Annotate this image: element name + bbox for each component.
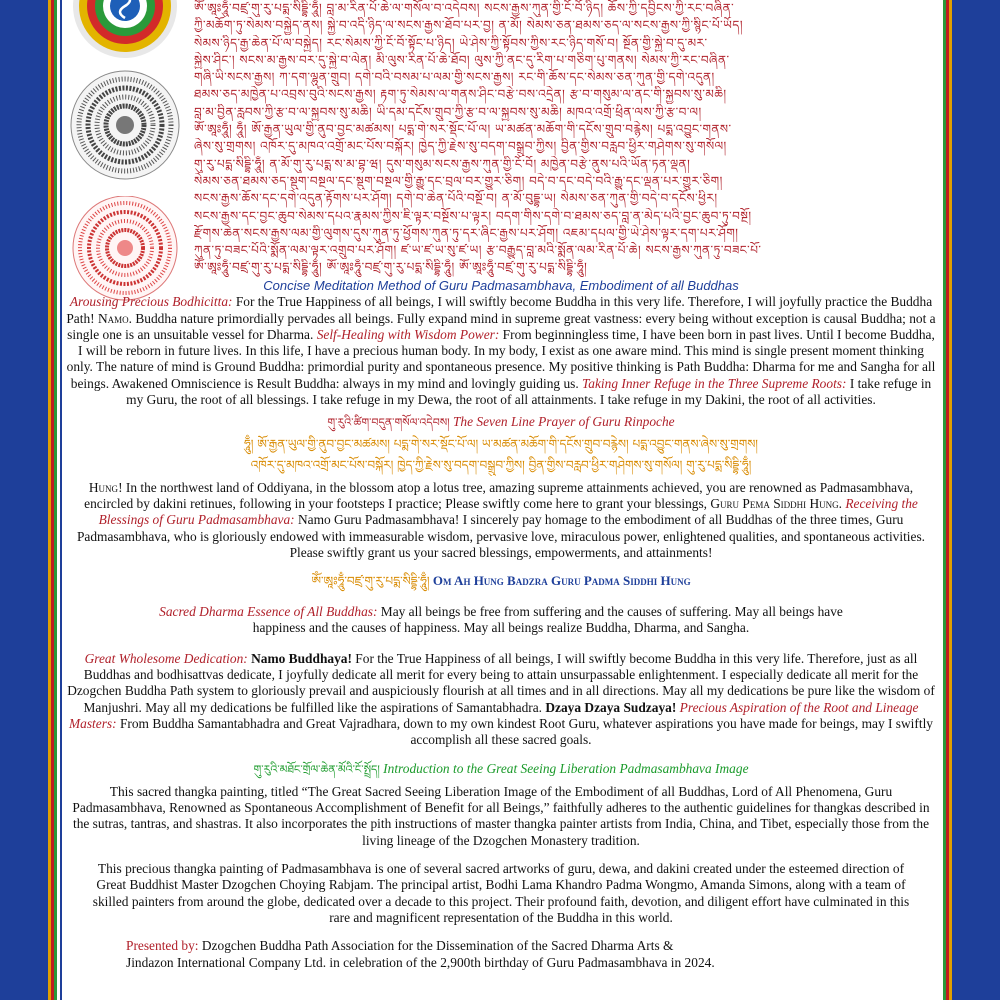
introduction-paragraph-1: This sacred thangka painting, titled “The Great Sacred Seeing Liberation Image of the Embodiment of all Buddhas, Lord of All Phenomena, Guru Padmasambhava, Renowned as Spontaneous Accomplishment of Benefit for all Beings,” faithfully adheres to the authentic guidelines for thangkas described in the sutras, tantras, and shastras. It also incorporates the pith instructions of master thangka painter artists from India, China, and Tibet, especially those from the living lineage of the Dzogchen Monastery tradition. [72,783,930,848]
self-healing-text: From beginningless time, I have been born in past lives. Until I become Buddha, I will be reborn in future lives. In this life, I have a precious human body. In my body, I exist as one aware mind. This mind is single present moment thinking only. The nature of mind is Ground Buddha: primordial purity and spontaneous presence. My positive thinking is Path Buddha: Dharma for me and Sangha for all beings. Awakened Omniscience is Result Buddha: always in my mind and lovingly guiding us. [66,326,936,391]
refuge-heading: Taking Inner Refuge in the Three Supreme Roots: [582,375,847,391]
prayer-translation: ! In the northwest land of Oddiyana, in the blossom atop a lotus tree, amazing supreme attainments achieved, you are renowned as Padmasambhava, encircled by dakini retinues, following in your footsteps I practice; Please swiftly come here to grant your blessings, [84,479,914,511]
tibetan-line: སྐྱེས་ཤིང་། སངས་མ་རྒྱས་བར་དུ་སྐྱེ་བ་ལེན། མི་ལུས་རིན་པོ་ཆེ་ཐོབ། ལུས་ཀྱི་ནང་དུ་རིག་པ་གཅིག་པུ་གནས། སེམས་ཀྱི་རང་བཞིན་ [194,52,730,67]
tibetan-line: སངས་རྒྱས་ཆོས་དང་དགེ་འདུན་རྟོགས་པར་ཤོག། དགེ་བ་ཆེན་པོའི་བསྔོ་བ། ན་མོ་བུདྡྷ་ཡ། སེམས་ཅན་ཀུན་གྱི་བདེ་བ་དངོས་ཕྱིར། [194,191,718,206]
dharma-essence-paragraph [62,604,940,637]
dzaya-sudzaya: Dzaya Dzaya Sudzaya! [545,699,677,715]
bodhicitta-text-1: For the True Happiness of all beings, I will swiftly become Buddha in this very life. Therefore, I will joyfully practice the Buddha Path! [66,294,933,326]
introduction-paragraph-2: This precious thangka painting of Padmasambhava is one of several sacred artworks of guru, dewa, and dakini created under the esteemed direction of Great Buddhist Master Dzogchen Choying Rabjam. The principal artist, Bodhi Lama Khandro Padma Wongmo, Amanda Simons, along with a team of skilled painters from around the globe, dedicated over a decade to this project. Their profound faith, devotion, and diligent effort have culminated in this rare and magnificent representation of the Buddha in this world. [92,861,910,925]
aspiration-heading: Precious Aspiration of the Root and Lineage Masters: [69,699,919,731]
emblem-column [70,0,180,311]
meditation-method-title [62,278,940,294]
aspiration-text: From Buddha Samantabhadra and Great Vajradhara, down to my own kindest Root Guru, whatever aspirations you have made for beings, may I swiftly accomplish all these sacred goals. [116,715,933,748]
black-mantra-wheel-icon [70,69,180,189]
tibetan-line: ཨོཾ་ཨཱཿཧཱུྃ་བཛྲ་གུ་རུ་པདྨ་སིདྡྷི་ཧཱུྃ། ཨོཾ་ཨཱཿཧཱུྃ་བཛྲ་གུ་རུ་པདྨ་སིདྡྷི་ཧཱུྃ། ཨོཾ་ཨཱཿཧཱུྃ་བཛྲ་གུ་རུ་པདྨ་སིདྡྷི་ཧཱུྃ། [194,260,588,275]
right-border-stripe-yellow [949,0,952,1000]
seven-line-prayer-title-tibetan: གུ་རུའི་ཚིག་བདུན་གསོལ་འདེབས། [327,416,450,430]
tibetan-line: ཞེས་སུ་གྲགས། འཁོར་དུ་མཁའ་འགྲོ་མང་པོས་བསྐོར། ཁྱེད་ཀྱི་རྗེས་སུ་བདག་བསྒྲུབ་ཀྱིས། བྱིན་གྱིས་བརླབ་ཕྱིར་གཤེགས་སུ་གསོལ། [194,139,727,154]
tibetan-line: བླ་མ་བྱིན་རླབས་ཀྱི་རྩ་བ་ལ་སྐྱབས་སུ་མཆི། ཡི་དམ་དངོས་གྲུབ་ཀྱི་རྩ་བ་ལ་སྐྱབས་སུ་མཆི། མཁའ་འགྲོ་ཕྲིན་ལས་ཀྱི་རྩ་བ་ལ། [194,104,702,119]
tibetan-line: སེམས་ཉིད་རྒྱ་ཆེན་པོ་ལ་བསྐྱེད། རང་སེམས་ཀྱི་ངོ་བོ་སྟོང་པ་ཉིད། ཡེ་ཤེས་ཀྱི་སྟོབས་ཀྱིས་རང་ཉིད་གསོ་བ། སྔོན་གྱི་སྐྱེ་བ་དུ་མར་ [194,35,708,50]
blessings-text: Namo Guru Padmasambhava! I sincerely pay homage to the embodiment of all Buddhas of the three times, Guru Padmasambhava, who is gloriously endowed with immeasurable wisdom, pervasive love, miraculous power, enlightened qualities, and spontaneous activities. Please swiftly grant us your sacred blessings, empowerments, and attainments! [76,512,926,560]
seven-line-prayer-tibetan-line: འཁོར་དུ་མཁའ་འགྲོ་མང་པོས་བསྐོར། ཁྱེད་ཀྱི་རྗེས་སུ་བདག་བསྒྲུབ་ཀྱིས། བྱིན་གྱིས་བརླབ་ཕྱིར་གཤེགས་སུ་གསོལ། གུ་རུ་པདྨ་སིདྡྷི་ཧཱུྃ། [250,457,752,472]
mantra-line [62,571,940,592]
guru-pema-siddhi-hung: Guru Pema Siddhi Hung [710,495,839,511]
rainbow-swirl-emblem-icon [70,0,180,60]
introduction-title [62,761,940,778]
seven-line-prayer-tibetan-line: ཧཱུྃ། ཨོ་རྒྱན་ཡུལ་གྱི་ནུབ་བྱང་མཚམས། པདྨ་གེ་སར་སྡོང་པོ་ལ། ཡ་མཚན་མཆོག་གི་དངོས་གྲུབ་བརྙེས། པདྨ་འབྱུང་གནས་ཞེས་སུ་གྲགས། [244,436,758,451]
hung-word: Hung [88,479,119,495]
presented-by-line-2: Jindazon International Company Ltd. in celebration of the 2,900th birthday of Guru Padmasambhava in 2024. [126,954,715,970]
dedication-heading: Great Wholesome Dedication: [84,650,248,666]
namo-word: Namo [97,310,129,326]
namo-buddhaya: Namo Buddhaya! [251,650,352,666]
meditation-method-title-text: Concise Meditation Method of Guru Padmasambhava, Embodiment of all Buddhas [263,278,739,293]
dedication-text: For the True Happiness of all beings, I will swiftly become Buddha in this very life. Therefore, just as all Buddhas and bodhisattvas dedicate, I joyfully dedicate all merit for every being to attain unsurpassable enlightenment. I especially dedicate all merit for the Dzogchen Buddha Path system to gloriously prevail and auspiciously flourish at all times and in all directions. May all my dedications be pure like the wisdom of Manjushri. May all my dedications be fulfilled like the aspirations of Samantabhadra. [67,650,935,715]
seven-line-prayer-paragraph: Hung! In the northwest land of Oddiyana, in the blossom atop a lotus tree, amazing supreme attainments achieved, you are renowned as Padmasambhava, encircled by dakini retinues, following in your footsteps I practice; Please swiftly come here to grant your blessings, Guru Pema Siddhi Hung. Receiving the Blessings of Guru Padmasambhava: Namo Guru Padmasambhava! I sincerely pay homage to the embodiment of all Buddhas of the three times, Guru Padmasambhava, who is gloriously endowed with immeasurable wisdom, pervasive love, miraculous power, enlightened qualities, and spontaneous activities. Please swiftly grant us your sacred blessings, empowerments, and attainments! [76,479,926,560]
tibetan-line: སངས་རྒྱས་དང་བྱང་ཆུབ་སེམས་དཔའ་རྣམས་ཀྱིས་ཇི་ལྟར་བསྔོས་པ་ལྟར། བདག་གིས་དགེ་བ་ཐམས་ཅད་བླ་ན་མེད་པའི་བྱང་ཆུབ་ཏུ་བསྔོ། [194,208,752,223]
dharma-essence-heading: Sacred Dharma Essence of All Buddhas: [159,604,378,620]
tibetan-text-block [194,0,934,278]
footer-credits [62,938,940,954]
tibetan-line: ཀྱི་མཆོག་ཏུ་སེམས་བསྐྱེད་ནས། སྐྱེ་བ་འདི་ཉིད་ལ་སངས་རྒྱས་ཐོབ་པར་བྱ། ན་མོ། སེམས་ཅན་ཐམས་ཅད་ལ་སངས་རྒྱས་ཀྱི་སྙིང་པོ་ཡོད། [194,18,743,33]
refuge-text: I take refuge in my Guru, the root of all blessings. I take refuge in my Dewa, the root of all attainments. I take refuge in my Dakini, the root of all activities. [126,375,932,408]
tibetan-line: སེམས་ཅན་ཐམས་ཅད་སྡུག་བསྔལ་དང་སྡུག་བསྔལ་གྱི་རྒྱུ་དང་བྲལ་བར་གྱུར་ཅིག། བདེ་བ་དང་བདེ་བའི་རྒྱུ་དང་ལྡན་པར་གྱུར་ཅིག། [194,173,723,188]
tibetan-line: ཐམས་ཅད་མཁྱེན་པ་འབྲས་བུའི་སངས་རྒྱས། རྟག་ཏུ་སེམས་ལ་གནས་ཤིང་བརྩེ་བས་འདྲེན། རྩ་བ་གསུམ་ལ་ནང་གི་སྐྱབས་སུ་མཆི། [194,87,727,102]
blessings-heading: Receiving the Blessings of Guru Padmasambhava: [98,495,918,528]
bodhicitta-text-2: . Buddha nature primordially pervades all beings. Fully expand mind in supreme great vastness: every being without exception is causal Buddha; not a single one is an unsuitable vessel for Dharma. [67,310,936,342]
meditation-method-paragraph [62,294,940,408]
left-border-stripe-white [57,0,60,1000]
bodhicitta-heading: Arousing Precious Bodhicitta: [69,294,233,310]
seven-line-prayer-title-english: The Seven Line Prayer of Guru Rinpoche [452,414,675,430]
english-content [62,278,940,971]
presented-by-label: Presented by: [126,938,199,954]
seven-line-prayer-title [62,414,940,431]
document-panel [62,0,940,1000]
dharma-essence-text: May all beings be free from suffering and the causes of suffering. May all beings have happiness and the causes of happiness. May all beings realize Buddha, Dharma, and Sangha. [252,604,843,636]
mantra-text: Om Ah Hung Badzra Guru Padma Siddhi Hung [432,573,691,589]
tibetan-line: ཨོཾ་ཨཱཿཧཱུྃ་བཛྲ་གུ་རུ་པདྨ་སིདྡྷི་ཧཱུྃ། བླ་མ་རིན་པོ་ཆེ་ལ་གསོལ་བ་འདེབས། སངས་རྒྱས་ཀུན་གྱི་ངོ་བོ་ཉིད། ཆོས་ཀྱི་དབྱིངས་ཀྱི་རང་བཞིན་ [194,1,735,15]
introduction-title-english: Introduction to the Great Seeing Liberation Padmasambhava Image [383,760,749,776]
tibetan-line: རྫོགས་ཆེན་སངས་རྒྱས་ལམ་གྱི་ལུགས་དུས་ཀུན་ཏུ་ཕྱོགས་ཀུན་ཏུ་དར་ཞིང་རྒྱས་པར་ཤོག། འཇམ་དཔལ་གྱི་ཡེ་ཤེས་ལྟར་དག་པར་ཤོག། [194,225,739,240]
tibetan-line: གཞི་ཡི་སངས་རྒྱས། ཀ་དག་ལྷུན་གྲུབ། དགེ་བའི་བསམ་པ་ལམ་གྱི་སངས་རྒྱས། རང་གི་ཆོས་དང་སེམས་ཅན་ཀུན་གྱི་དགེ་འདུན། [194,70,715,85]
introduction-title-tibetan: གུ་རུའི་མཐོང་གྲོལ་ཆེན་མོའི་ངོ་སྤྲོད། [253,762,380,776]
self-healing-heading: Self-Healing with Wisdom Power: [316,326,500,342]
tibetan-line: ཀུན་ཏུ་བཟང་པོའི་སྨོན་ལམ་ལྟར་འགྲུབ་པར་ཤོག། ཛ་ཡ་ཛ་ཡ་སུ་ཛ་ཡ། རྩ་བརྒྱུད་བླ་མའི་སྨོན་ལམ་རིན་པོ་ཆེ། སངས་རྒྱས་ཀུན་ཏུ་བཟང་པོ་ [194,243,762,258]
tibetan-line: ཨོཾ་ཨཱཿཧཱུྃ། ཧཱུྃ། ཨོ་རྒྱན་ཡུལ་གྱི་ནུབ་བྱང་མཚམས། པདྨ་གེ་སར་སྡོང་པོ་ལ། ཡ་མཚན་མཆོག་གི་དངོས་གྲུབ་བརྙེས། པདྨ་འབྱུང་གནས་ [194,122,732,137]
mantra-tibetan: ཨོཾ་ཨཱཿཧཱུྃ་བཛྲ་གུ་རུ་པདྨ་སིདྡྷི་ཧཱུྃ། [311,574,430,589]
tibetan-line: གུ་རུ་པདྨ་སིདྡྷི་ཧཱུྃ། ན་མོ་གུ་རུ་པདྨ་ས་མ་བྷ་ཝ། དུས་གསུམ་སངས་རྒྱས་ཀུན་གྱི་ངོ་བོ། མཁྱེན་བརྩེ་ནུས་པའི་ཡོན་ཏན་ལྡན། [194,156,691,171]
dedication-paragraph [62,651,940,749]
presented-by-line-1: Dzogchen Buddha Path Association for the Dissemination of the Sacred Dharma Arts & [198,938,674,954]
